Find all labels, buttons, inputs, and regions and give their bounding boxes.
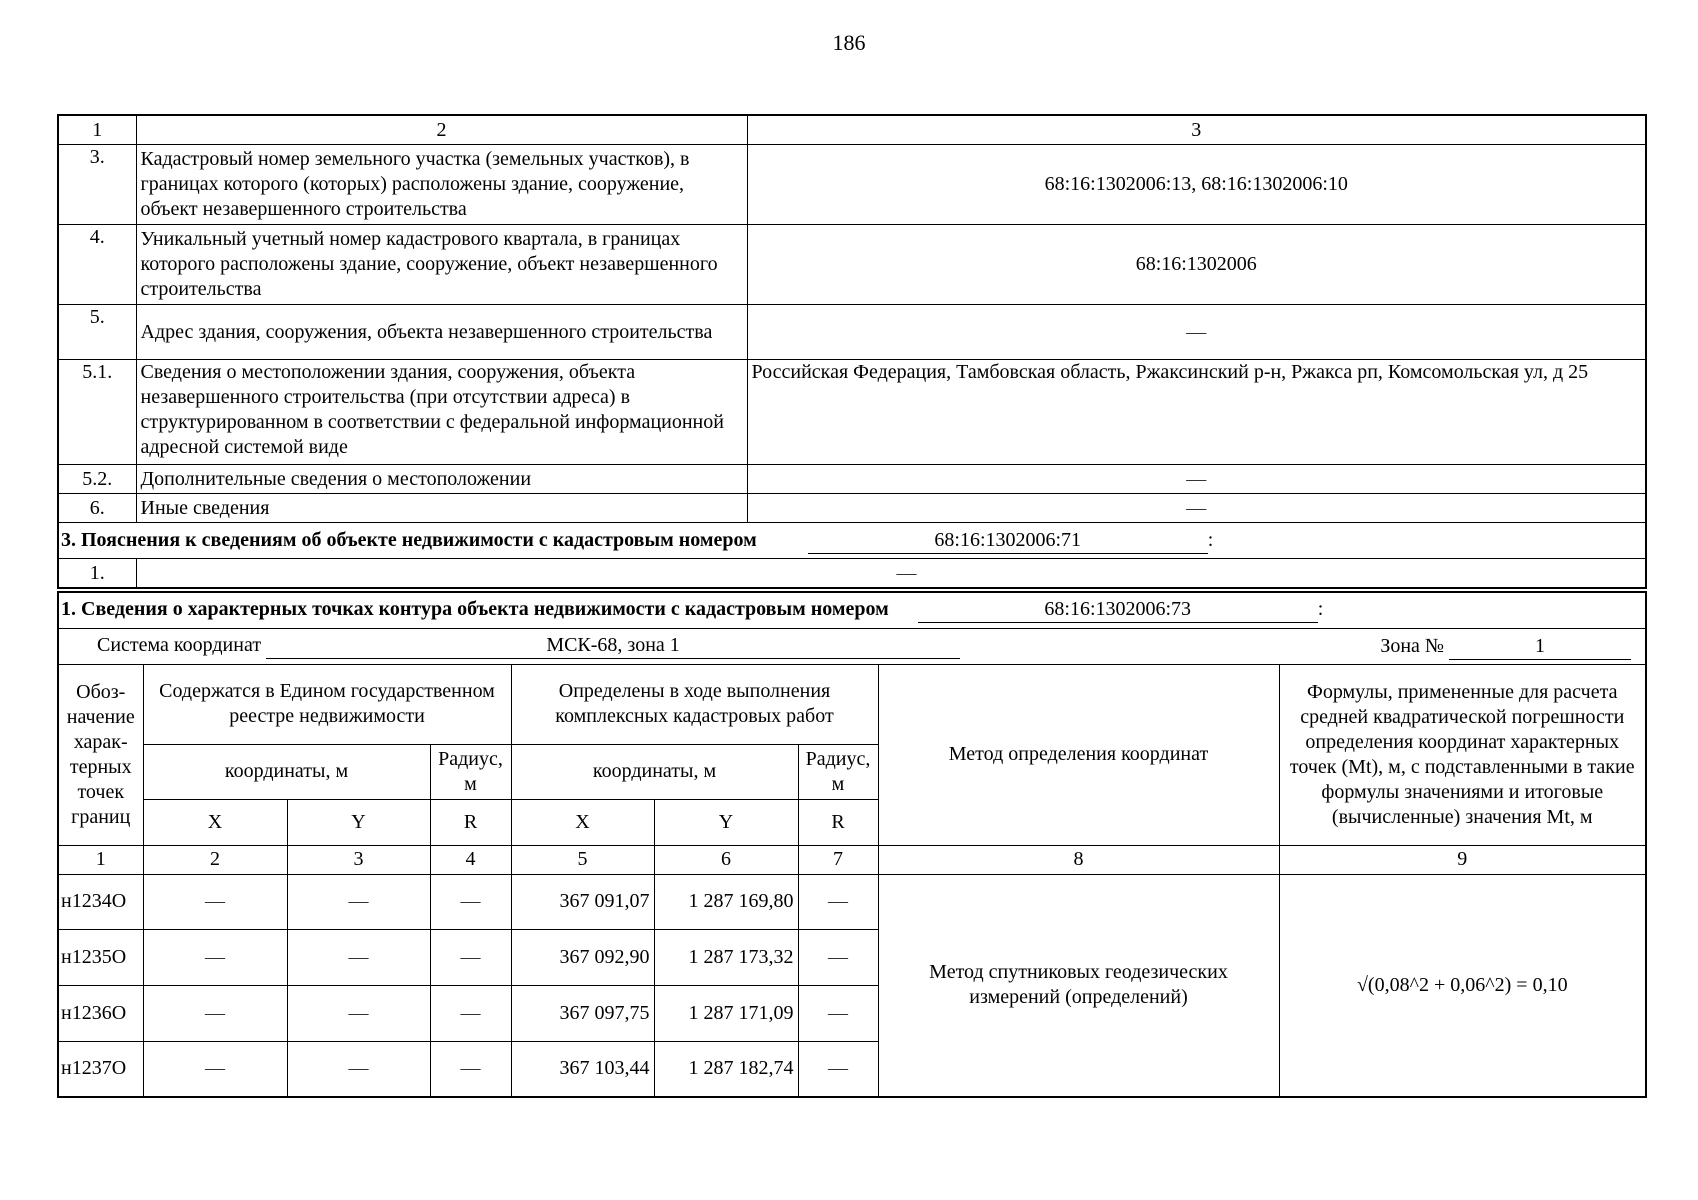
egrn-y: — (287, 874, 430, 929)
row-number: 5.1. (58, 360, 136, 465)
col-number: 4 (430, 845, 511, 874)
determined-header: Определены в ходе выполнения комплексных кадастровых работ (511, 664, 878, 744)
point-r: — (798, 929, 878, 985)
col-number: 8 (878, 845, 1279, 874)
section3-row (58, 559, 1646, 589)
egrn-r-header: R (430, 799, 511, 845)
determined-x-header: X (511, 799, 654, 845)
table-row (58, 360, 1646, 465)
point-x: 367 103,44 (511, 1041, 654, 1097)
header-row-1 (58, 664, 1646, 744)
section3-cadastral-number: 68:16:1302006:71 (808, 528, 1208, 554)
table-row (58, 145, 1646, 225)
column-number-row (58, 115, 1646, 145)
points-title: 1. Сведения о характерных точках контура объекта недвижимости с кадастровым номером (61, 598, 889, 621)
point-r: — (798, 1041, 878, 1097)
points-cadastral-number: 68:16:1302006:73 (918, 597, 1318, 623)
determined-r-header: R (798, 799, 878, 845)
egrn-x: — (143, 1041, 287, 1097)
egrn-x: — (143, 929, 287, 985)
coord-system-row (58, 628, 1646, 664)
row-number: 5.2. (58, 465, 136, 494)
row-label: Дополнительные сведения о местоположении (136, 465, 747, 494)
table-row (58, 465, 1646, 494)
point-r: — (798, 874, 878, 929)
egrn-x-header: X (143, 799, 287, 845)
section3-title: 3. Пояснения к сведениям об объекте недвижимости с кадастровым номером (61, 528, 757, 551)
row-value: Российская Федерация, Тамбовская область, Ржаксинский р-н, Ржакса рп, Комсомольская ул, д 25 (747, 360, 1646, 465)
egrn-r: — (430, 929, 511, 985)
point-y: 1 287 182,74 (654, 1041, 798, 1097)
col-header-3: 3 (747, 115, 1646, 145)
table-row (58, 494, 1646, 523)
section3-colon: : (1207, 528, 1214, 551)
method-header: Метод определения координат (878, 664, 1279, 845)
row-label: Иные сведения (136, 494, 747, 523)
column-number-row (58, 845, 1646, 874)
col-header-1: 1 (58, 115, 136, 145)
section3-row-number: 1. (58, 559, 136, 589)
section3-title-row (58, 523, 1646, 559)
table-row (58, 874, 1646, 929)
row-value: — (747, 465, 1646, 494)
points-title-row (58, 592, 1646, 628)
row-number: 6. (58, 494, 136, 523)
point-x: 367 091,07 (511, 874, 654, 929)
determined-coords-header: координаты, м (511, 744, 798, 799)
row-number: 4. (58, 225, 136, 305)
zone-value: 1 (1449, 634, 1631, 660)
point-x: 367 097,75 (511, 985, 654, 1041)
point-name: н1237О (58, 1041, 143, 1097)
point-r: — (798, 985, 878, 1041)
point-x: 367 092,90 (511, 929, 654, 985)
egrn-x: — (143, 985, 287, 1041)
point-y: 1 287 171,09 (654, 985, 798, 1041)
formula-value: √(0,08^2 + 0,06^2) = 0,10 (1279, 874, 1646, 1097)
col-number: 5 (511, 845, 654, 874)
row-number: 5. (58, 305, 136, 360)
row-value: 68:16:1302006:13, 68:16:1302006:10 (747, 145, 1646, 225)
method-value: Метод спутниковых геодезических измерений (определений) (878, 874, 1279, 1097)
row-label: Кадастровый номер земельного участка (земельных участков), в границах которого (которых) расположены здание, сооружение, объект незавершенного строительства (136, 145, 747, 225)
determined-y-header: Y (654, 799, 798, 845)
table-row (58, 225, 1646, 305)
row-number: 3. (58, 145, 136, 225)
points-colon: : (1317, 598, 1324, 621)
col-number: 6 (654, 845, 798, 874)
object-info-table (57, 114, 1647, 589)
egrn-x: — (143, 874, 287, 929)
coord-system-value: МСК-68, зона 1 (266, 633, 960, 659)
designation-header: Обоз-начение харак-терных точек границ (58, 664, 143, 845)
determined-radius-header: Радиус, м (798, 744, 878, 799)
page-number: 186 (832, 30, 866, 55)
row-label: Адрес здания, сооружения, объекта незавершенного строительства (136, 305, 747, 360)
point-name: н1236О (58, 985, 143, 1041)
document-sheet (57, 114, 1647, 1098)
point-name: н1235О (58, 929, 143, 985)
row-value: 68:16:1302006 (747, 225, 1646, 305)
coord-system-label: Система координат (97, 634, 262, 656)
zone-label: Зона № (1380, 634, 1444, 657)
col-number: 2 (143, 845, 287, 874)
row-label: Уникальный учетный номер кадастрового квартала, в границах которого расположены здание, сооружение, объект незавершенного строительства (136, 225, 747, 305)
egrn-coords-header: координаты, м (143, 744, 430, 799)
section3-row-value: — (136, 559, 1646, 589)
egrn-radius-header: Радиус, м (430, 744, 511, 799)
row-value: — (747, 494, 1646, 523)
col-number: 1 (58, 845, 143, 874)
egrn-y: — (287, 1041, 430, 1097)
egrn-header: Содержатся в Едином государственном реестре недвижимости (143, 664, 511, 744)
col-header-2: 2 (136, 115, 747, 145)
col-number: 3 (287, 845, 430, 874)
egrn-y: — (287, 929, 430, 985)
egrn-r: — (430, 985, 511, 1041)
point-y: 1 287 169,80 (654, 874, 798, 929)
row-value: — (747, 305, 1646, 360)
col-number: 7 (798, 845, 878, 874)
table-row (58, 305, 1646, 360)
row-label: Сведения о местоположении здания, сооружения, объекта незавершенного строительства (при отсутствии адреса) в структурированном в соответствии с федеральной информационной адресной системой виде (136, 360, 747, 465)
col-number: 9 (1279, 845, 1646, 874)
point-name: н1234О (58, 874, 143, 929)
points-table (57, 591, 1647, 1098)
egrn-r: — (430, 1041, 511, 1097)
point-y: 1 287 173,32 (654, 929, 798, 985)
formulas-header: Формулы, примененные для расчета средней квадратической погрешности определения координат характерных точек (Mt), м, с подставленными в такие формулы значениями и итоговые (вычисленные) значения Mt, м (1279, 664, 1646, 845)
egrn-y-header: Y (287, 799, 430, 845)
egrn-r: — (430, 874, 511, 929)
egrn-y: — (287, 985, 430, 1041)
